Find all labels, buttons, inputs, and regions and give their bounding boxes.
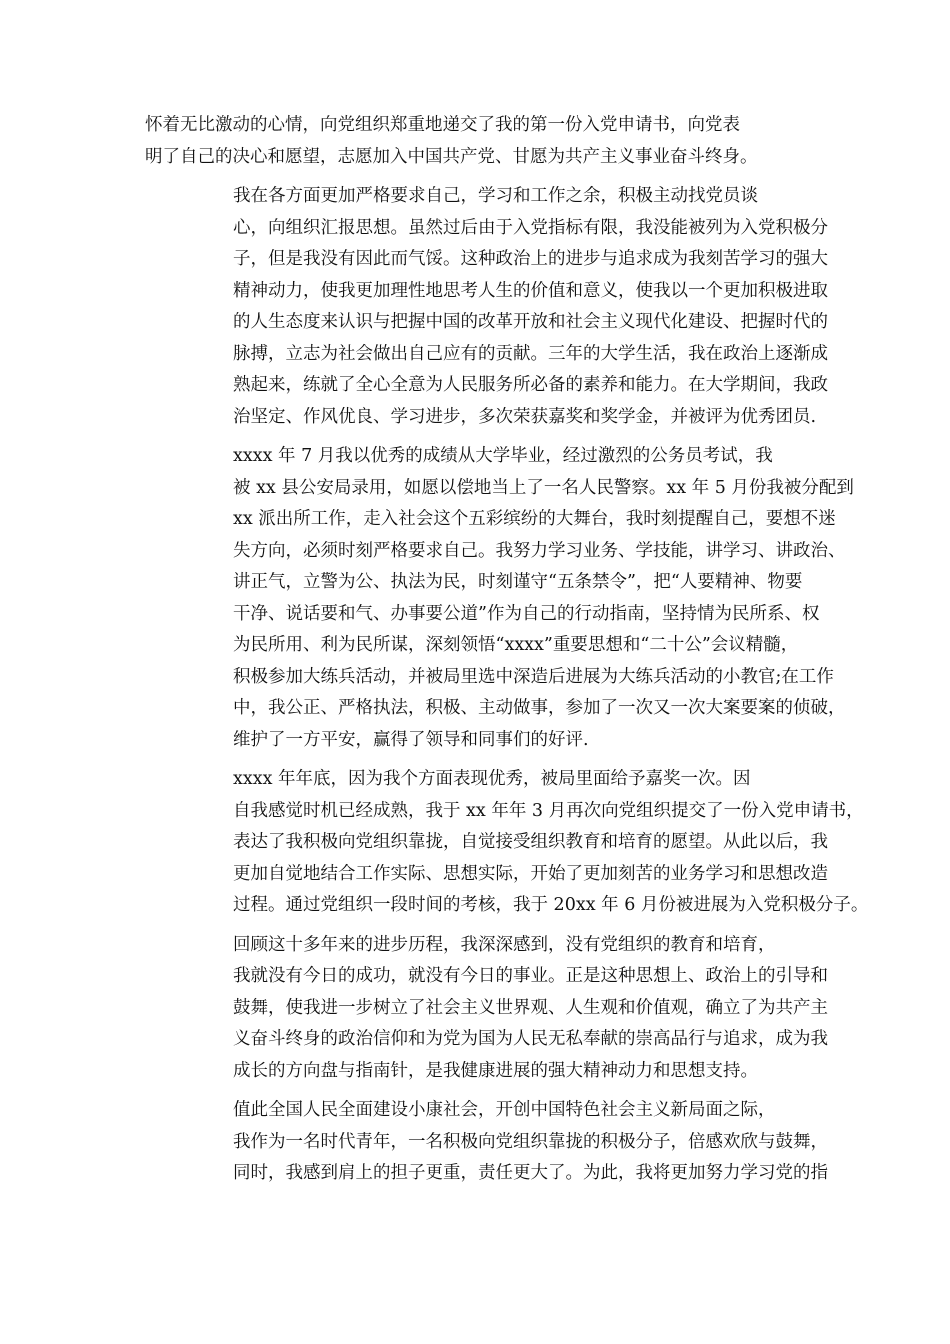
text-line: 的人生态度来认识与把握中国的改革开放和社会主义现代化建设、把握时代的 (233, 312, 828, 332)
text-line: 我在各方面更加严格要求自己，学习和工作之余，积极主动找党员谈 (233, 186, 758, 206)
text-line: xxxx 年 7 月我以优秀的成绩从大学毕业，经过激烈的公务员考试，我 (233, 446, 773, 466)
paragraph (145, 110, 825, 173)
text-line: 明了自己的决心和愿望，志愿加入中国共产党、甘愿为共产主义事业奋斗终身。 (145, 146, 758, 167)
paragraph (145, 181, 828, 433)
text-line: 干净、说话要和气、办事要公道”作为自己的行动指南，坚持情为民所系、权 (233, 603, 820, 624)
text-line: 更加自觉地结合工作实际、思想实际，开始了更加刻苦的业务学习和思想改造 (233, 863, 828, 884)
text-line: 过程。通过党组织一段时间的考核，我于 20xx 年 6 月份被进展为入党积极分子。 (233, 895, 869, 915)
text-line: 怀着无比激动的心情，向党组织郑重地递交了我的第一份入党申请书，向党表 (145, 115, 740, 135)
text-line: 脉搏，立志为社会做出自己应有的贡献。三年的大学生活，我在政治上逐渐成 (233, 343, 828, 364)
text-line: 为民所用、利为民所谋，深刻领悟“xxxx”重要思想和“二十公”会议精髓， (233, 635, 799, 655)
text-line: xxxx 年年底，因为我个方面表现优秀，被局里面给予嘉奖一次。因 (233, 769, 751, 789)
text-line: 精神动力，使我更加理性地思考人生的价值和意义，使我以一个更加积极进取 (233, 280, 828, 301)
text-line: xx 派出所工作，走入社会这个五彩缤纷的大舞台，我时刻提醒自己，要想不迷 (233, 509, 836, 529)
text-line: 中，我公正、严格执法，积极、主动做事，参加了一次又一次大案要案的侦破， (233, 698, 846, 718)
text-line: 回顾这十多年来的进步历程，我深深感到，没有党组织的教育和培育， (233, 934, 776, 955)
text-line: 子，但是我没有因此而气馁。这种政治上的进步与追求成为我刻苦学习的强大 (233, 249, 828, 269)
text-line: 表达了我积极向党组织靠拢，自觉接受组织教育和培育的愿望。从此以后，我 (233, 832, 828, 852)
text-line: 积极参加大练兵活动，并被局里选中深造后进展为大练兵活动的小教官;在工作 (233, 666, 834, 687)
text-line: 被 xx 县公安局录用，如愿以偿地当上了一名人民警察。xx 年 5 月份我被分配到 (233, 477, 854, 498)
text-line: 值此全国人民全面建设小康社会，开创中国特色社会主义新局面之际， (233, 1100, 776, 1120)
text-line: 讲正气，立警为公、执法为民，时刻谨守“五条禁令”，把“人要精神、物要 (233, 572, 803, 592)
text-line: 治坚定、作风优良、学习进步，多次荣获嘉奖和奖学金，并被评为优秀团员. (233, 406, 817, 427)
text-line: 同时，我感到肩上的担子更重，责任更大了。为此，我将更加努力学习党的指 (233, 1163, 828, 1183)
paragraph (145, 441, 854, 756)
text-line: 自我感觉时机已经成熟，我于 xx 年年 3 月再次向党组织提交了一份入党申请书， (233, 800, 864, 821)
text-line: 失方向，必须时刻严格要求自己。我努力学习业务、学技能，讲学习、讲政治、 (233, 540, 846, 561)
document-body (145, 110, 869, 1198)
text-line: 心，向组织汇报思想。虽然过后由于入党指标有限，我没能被列为入党积极分 (233, 217, 828, 238)
text-line: 熟起来，练就了全心全意为人民服务所必备的素养和能力。在大学期间，我政 (233, 375, 828, 395)
text-line: 维护了一方平安，赢得了领导和同事们的好评. (233, 729, 589, 750)
text-line: 鼓舞，使我进一步树立了社会主义世界观、人生观和价值观，确立了为共产主 (233, 997, 828, 1018)
paragraph (145, 1095, 828, 1190)
text-line: 我就没有今日的成功，就没有今日的事业。正是这种思想上、政治上的引导和 (233, 966, 828, 986)
paragraph (145, 930, 828, 1088)
text-line: 我作为一名时代青年，一名积极向党组织靠拢的积极分子，倍感欢欣与鼓舞， (233, 1131, 828, 1152)
text-line: 义奋斗终身的政治信仰和为党为国为人民无私奉献的崇高品行与追求，成为我 (233, 1029, 828, 1049)
text-line: 成长的方向盘与指南针，是我健康进展的强大精神动力和思想支持。 (233, 1060, 758, 1081)
paragraph (145, 764, 869, 922)
